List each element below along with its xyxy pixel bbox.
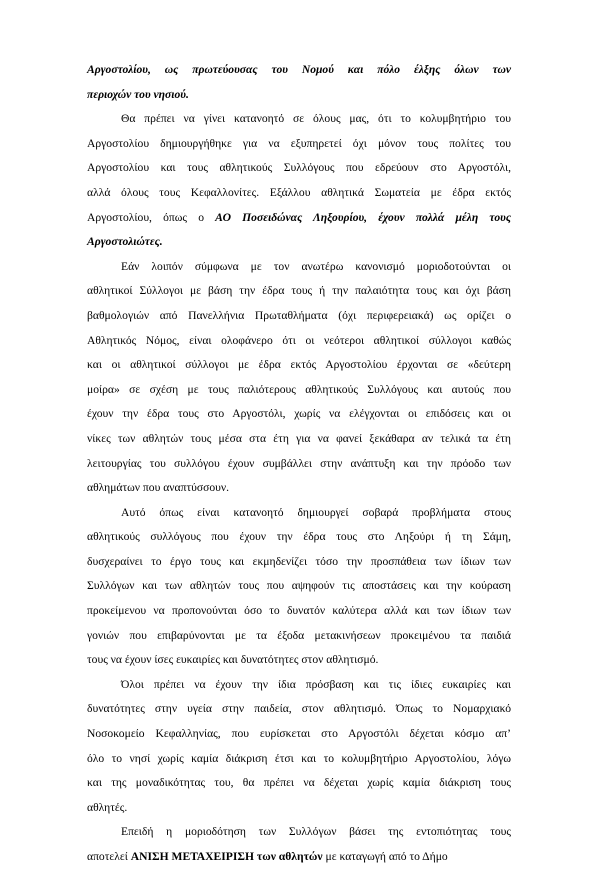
text-run: λειτουργίας του συλλόγου έχουν συμβάλλει στην ανάπτυξη και την πρόοδο των — [87, 456, 511, 470]
text-line — [87, 58, 511, 83]
text-run: νίκες των αθλητών τους μέσα στα έτη για να φανεί ξεκάθαρα αν τελικά τα έτη — [87, 431, 511, 445]
text-line — [87, 83, 511, 108]
text-line — [87, 550, 511, 575]
text-run: αθλητές. — [87, 800, 128, 814]
text-run: και της μοναδικότητας του, θα πρέπει να δέχεται χωρίς καμία διάκριση τους — [87, 776, 511, 790]
paragraph — [87, 501, 511, 673]
text-line — [87, 255, 511, 280]
text-run: Εάν λοιπόν σύμφωνα με τον ανωτέρω κανονισμό μοριοδοτούνται οι — [121, 259, 511, 273]
text-run: Συλλόγων και των αθλητών τους που αψηφούν τις αποστάσεις και την κούραση — [87, 579, 511, 593]
text-line — [87, 525, 511, 550]
text-run: Αργοστολίου και τους αθλητικούς Συλλόγους που εδρεύουν στο Αργοστόλι, — [87, 161, 511, 175]
text-run: Νοσοκομείο Κεφαλληνίας, που ευρίσκεται στο Αργοστόλι δέχεται κόσμο απ’ — [87, 727, 511, 741]
text-line — [87, 329, 511, 354]
text-line — [87, 452, 511, 477]
text-run: αλλά όλους τους Κεφαλλονίτες. Εξάλλου αθλητικά Σωματεία με έδρα εκτός — [87, 185, 511, 199]
text-run: μοίρα» σε σχέση με τους παλιότερους αθλητικούς Συλλόγους και αυτούς που — [87, 382, 511, 396]
text-run: Αργοστολίου δημιουργήθηκε για να εξυπηρετεί όχι μόνον τους πολίτες του — [87, 136, 511, 150]
text-line — [87, 845, 511, 870]
text-line — [87, 132, 511, 157]
text-run: με καταγωγή από το Δήμο — [322, 850, 448, 863]
paragraph — [87, 820, 511, 869]
text-line — [87, 427, 511, 452]
text-run: Επειδή η μοριοδότηση των Συλλόγων βάσει της εντοπιότητας τους — [121, 825, 511, 839]
text-run: αθλητικοί Σύλλογοι με βάση την έδρα τους ή την παλαιότητα τους και όχι βάση — [87, 284, 511, 298]
text-line — [87, 402, 511, 427]
text-run: τους να έχουν ίσες ευκαιρίες και δυνατότητες στον αθλητισμό. — [87, 653, 379, 667]
text-line — [87, 107, 511, 132]
paragraph — [87, 58, 511, 107]
text-line — [87, 353, 511, 378]
bold-text: ΑΝΙΣΗ ΜΕΤΑΧΕΙΡΙΣΗ των αθλητών — [130, 850, 323, 863]
text-line — [87, 673, 511, 698]
bold-text: Αργοστολιώτες. — [87, 235, 163, 249]
text-run: αποτελεί — [87, 850, 131, 863]
text-line — [87, 304, 511, 329]
text-line — [87, 648, 511, 673]
text-run: αθλητικούς συλλόγους που έχουν την έδρα τους στο Ληξούρι ή τη Σάμη, — [87, 530, 511, 544]
text-line — [87, 697, 511, 722]
text-run: έχουν την έδρα τους στο Αργοστόλι, χωρίς να ελέγχονται οι επιδόσεις και οι — [87, 407, 511, 421]
text-line — [87, 722, 511, 747]
text-line — [87, 156, 511, 181]
text-run: βαθμολογιών από Πανελλήνια Πρωταθλήματα (όχι περιφερειακά) ως ορίζει ο — [87, 308, 511, 322]
text-line — [87, 279, 511, 304]
text-run: αθλημάτων που αναπτύσσουν. — [87, 481, 230, 495]
text-line — [87, 476, 511, 501]
text-run: γονιών που επιβαρύνονται με τα έξοδα μετακινήσεων προκειμένου τα παιδιά — [87, 628, 511, 642]
text-run: δυσχεραίνει το έργο τους και εκμηδενίζει τόσο την προσπάθεια των ίδιων των — [87, 554, 511, 568]
paragraph — [87, 107, 511, 255]
paragraph — [87, 673, 511, 821]
text-line — [87, 230, 511, 255]
text-line — [87, 501, 511, 526]
text-line — [87, 378, 511, 403]
text-line — [87, 624, 511, 649]
text-run: Αθλητικός Νόμος, είναι ολοφάνερο ότι οι νεότεροι αθλητικοί σύλλογοι καθώς — [87, 333, 511, 347]
text-run: Αργοστολίου, όπως ο — [87, 210, 216, 224]
paragraph — [87, 255, 511, 501]
text-line — [87, 206, 511, 231]
text-line — [87, 747, 511, 772]
document-body — [87, 58, 511, 870]
text-run: προκείμενου να προπονούνται όσο το δυνατόν καλύτερα αλλά και των ίδιων των — [87, 604, 511, 618]
text-line — [87, 574, 511, 599]
text-line — [87, 181, 511, 206]
bold-text: Αργοστολίου, ως πρωτεύουσας του Νομού και πόλο έλξης όλων των — [87, 63, 511, 76]
bold-text: ΑΟ Ποσειδώνας Ληξουρίου, έχουν πολλά μέλη τους — [215, 210, 511, 224]
text-run: Όλοι πρέπει να έχουν την ίδια πρόσβαση και τις ίδιες ευκαιρίες και — [121, 677, 511, 691]
text-line — [87, 599, 511, 624]
text-run: Αυτό όπως είναι κατανοητό δημιουργεί σοβαρά προβλήματα στους — [121, 505, 511, 519]
text-run: και οι αθλητικοί σύλλογοι με έδρα εκτός Αργοστολίου έρχονται σε «δεύτερη — [87, 358, 511, 372]
text-line — [87, 796, 511, 821]
bold-text: περιοχών του νησιού. — [87, 87, 189, 101]
text-run: όλο το νησί χωρίς καμία διάκριση έτσι και το κολυμβητήριο Αργοστολίου, λόγω — [87, 751, 511, 765]
text-run: δυνατότητες στην υγεία στην παιδεία, στον αθλητισμό. Όπως το Νομαρχιακό — [87, 702, 511, 716]
text-line — [87, 771, 511, 796]
text-line — [87, 820, 511, 845]
text-run: Θα πρέπει να γίνει κατανοητό σε όλους μας, ότι το κολυμβητήριο του — [121, 112, 511, 126]
